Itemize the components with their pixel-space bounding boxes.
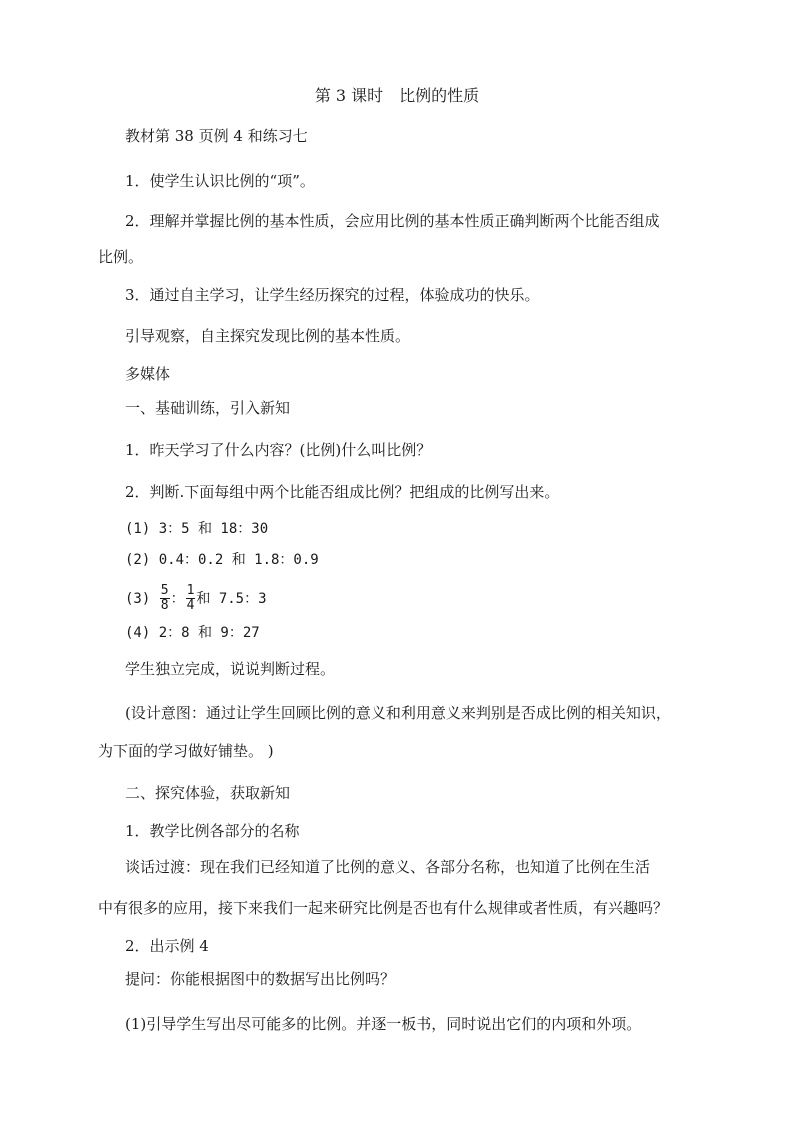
exercise-item-4: (4) 2：8 和 9：27 [125,625,260,641]
fraction-numerator: 1 [186,583,195,598]
fraction-one-quarter [186,584,196,613]
item-3-prefix: (3) [125,590,151,607]
design-intent-line-1: (设计意图：通过让学生回顾比例的意义和利用意义来判别是否成比例的相关知识， [125,704,671,722]
teaching-point-2: 2．出示例 4 [125,937,209,955]
teaching-point-1: 1．教学比例各部分的名称 [125,822,300,840]
design-intent-line-2: 为下面的学习做好铺垫。 ) [98,742,274,760]
question-1: 1．昨天学习了什么内容？(比例)什么叫比例？ [125,441,432,459]
exercise-item-1: (1) 3：5 和 18：30 [125,521,269,537]
teaching-material: 教材第 38 页例 4 和练习七 [125,127,308,145]
teaching-tools: 多媒体 [125,365,171,383]
question-prompt: 提问：你能根据图中的数据写出比例吗？ [125,970,396,988]
objective-2: 2．理解并掌握比例的基本性质，会应用比例的基本性质正确判断两个比能否组成 [125,212,660,230]
section-2-heading: 二、探究体验，获取新知 [125,784,291,802]
student-task: 学生独立完成，说说判断过程。 [125,660,336,678]
section-1-heading: 一、基础训练，引入新知 [125,399,291,417]
key-point: 引导观察，自主探究发现比例的基本性质。 [125,327,411,345]
objective-2-cont: 比例。 [98,248,144,266]
fraction-denominator: 8 [160,598,169,613]
item-3-suffix: 和 7.5：3 [196,590,267,607]
transition-talk-line-1: 谈话过渡：现在我们已经知道了比例的意义、各部分名称，也知道了比例在生活 [125,858,651,876]
exercise-item-2: (2) 0.4：0.2 和 1.8：0.9 [125,552,319,568]
fraction-five-eighths [160,584,170,613]
guide-step-1: (1)引导学生写出尽可能多的比例。并逐一板书，同时说出它们的内项和外项。 [125,1015,642,1033]
fraction-denominator: 4 [186,598,195,613]
exercise-item-3 [125,584,267,613]
objective-1: 1．使学生认识比例的“项”。 [125,172,315,190]
ratio-colon: ： [170,590,185,607]
transition-talk-line-2: 中有很多的应用，接下来我们一起来研究比例是否也有什么规律或者性质，有兴趣吗？ [98,899,669,917]
question-2: 2．判断.下面每组中两个比能否组成比例？把组成的比例写出来。 [125,483,560,501]
objective-3: 3．通过自主学习，让学生经历探究的过程，体验成功的快乐。 [125,286,540,304]
fraction-numerator: 5 [160,583,169,598]
page-title: 第 3 课时 比例的性质 [314,86,480,105]
